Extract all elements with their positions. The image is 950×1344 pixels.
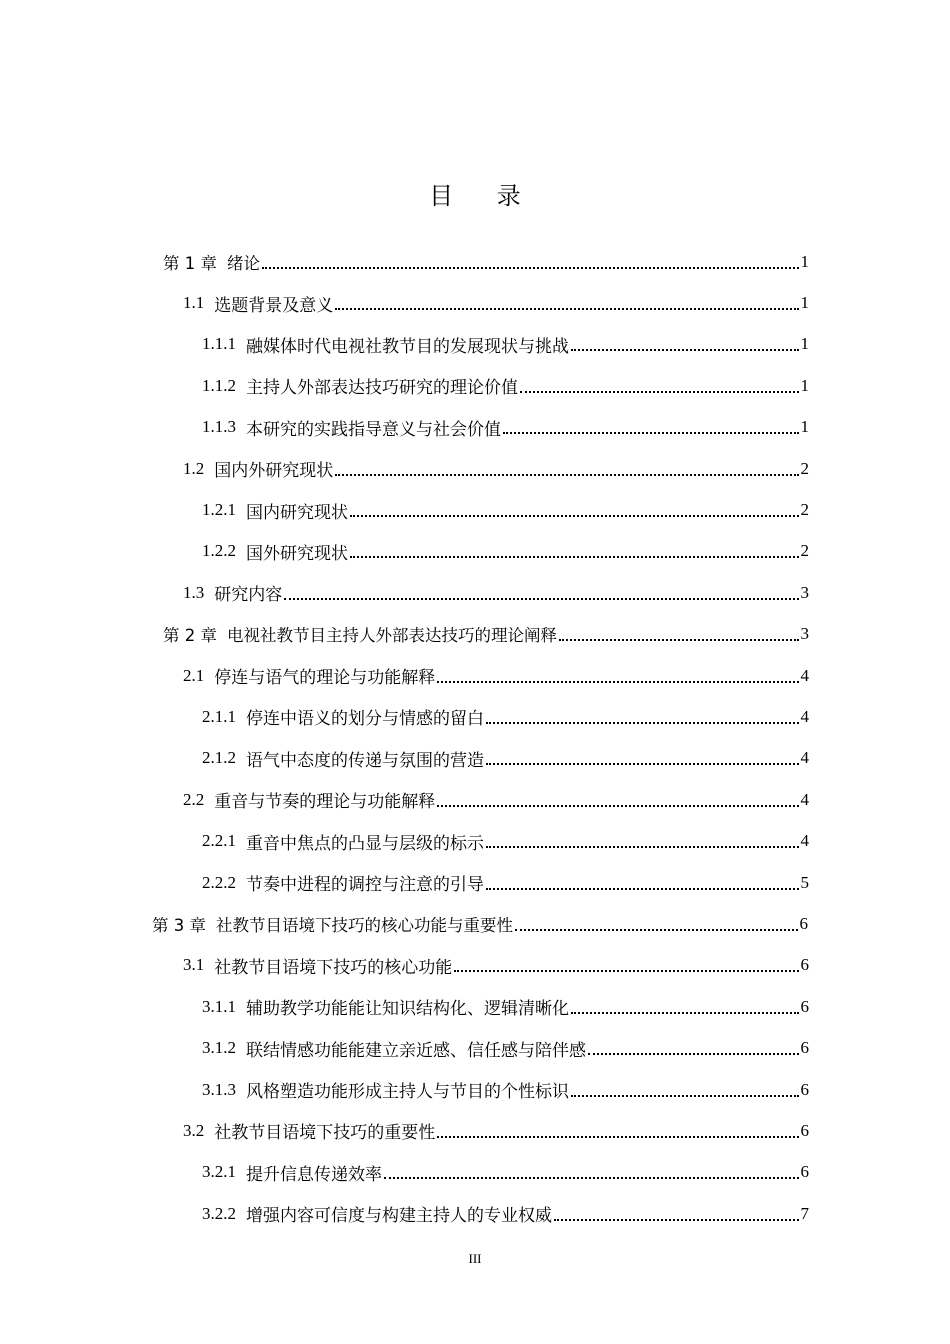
toc-subsection-entry[interactable] (0, 862, 950, 903)
toc-dot-leader (559, 621, 799, 641)
toc-entry-title: 重音与节奏的理论与功能解释 (214, 792, 436, 812)
toc-chapter-entry[interactable] (0, 903, 950, 944)
toc-entry-number: 2.1.2 (202, 748, 236, 768)
toc-dot-leader (284, 580, 798, 600)
toc-entry-title: 社教节目语境下技巧的核心功能 (214, 957, 453, 977)
toc-entry-page: 1 (800, 334, 809, 354)
toc-entry-title: 增强内容可信度与构建主持人的专业权威 (246, 1206, 552, 1226)
toc-dot-leader (486, 745, 799, 765)
toc-chapter-entry[interactable] (0, 614, 950, 655)
toc-entry-title: 主持人外部表达技巧研究的理论价值 (246, 378, 518, 398)
toc-entry-title: 重音中焦点的凸显与层级的标示 (246, 833, 484, 853)
toc-entry-page: 6 (800, 1079, 809, 1099)
toc-dot-leader (335, 290, 798, 310)
toc-entry-title: 停连与语气的理论与功能解释 (214, 668, 436, 688)
toc-subsection-entry[interactable] (0, 696, 950, 737)
toc-subsection-entry[interactable] (0, 489, 950, 530)
toc-section-entry[interactable] (0, 282, 950, 323)
toc-dot-leader (571, 1077, 799, 1097)
toc-section-entry[interactable] (0, 655, 950, 696)
toc-dot-leader (437, 787, 798, 807)
toc-entry-number: 2.1.1 (202, 706, 236, 726)
toc-entry-number: 3.2 (183, 1120, 205, 1140)
toc-dot-leader (571, 994, 799, 1014)
toc-entry-title: 节奏中进程的调控与注意的引导 (246, 875, 484, 895)
toc-entry-number: 3.1.1 (202, 996, 236, 1016)
toc-entry-title: 风格塑造功能形成主持人与节目的个性标识 (246, 1082, 569, 1101)
toc-entry-title: 绪论 (227, 253, 260, 273)
toc-dot-leader (486, 828, 799, 848)
toc-entry-title: 研究内容 (214, 585, 283, 605)
toc-dot-leader (503, 414, 799, 434)
toc-dot-leader (335, 456, 798, 476)
toc-dot-leader (454, 952, 798, 972)
toc-entry-number: 1.3 (183, 582, 205, 602)
toc-entry-number: 1.1.2 (202, 375, 236, 395)
toc-entry-number: 1.1 (183, 293, 205, 313)
toc-dot-leader (262, 249, 799, 269)
toc-entry-number: 2.1 (183, 665, 205, 685)
toc-entry-number: 第 1 章 (163, 253, 217, 273)
toc-entry-page: 1 (800, 293, 809, 313)
toc-entry-number: 2.2 (183, 789, 205, 809)
toc-subsection-entry[interactable] (0, 738, 950, 779)
toc-entry-title: 停连中语义的划分与情感的留白 (246, 709, 484, 729)
toc-entry-number: 3.2.2 (202, 1203, 236, 1223)
toc-entry-page: 1 (800, 251, 809, 271)
toc-entry-page: 7 (800, 1203, 809, 1223)
toc-entry-title: 辅助教学功能能让知识结构化、逻辑清晰化 (246, 999, 569, 1019)
toc-dot-leader (520, 373, 799, 393)
toc-entry-page: 6 (800, 1038, 809, 1058)
toc-entry-title: 联结情感功能能建立亲近感、信任感与陪伴感 (246, 1040, 586, 1060)
toc-entry-page: 3 (800, 624, 809, 644)
toc-entry-number: 1.2.2 (202, 541, 236, 561)
toc-entry-page: 6 (800, 996, 809, 1016)
toc-entry-page: 6 (800, 1162, 809, 1182)
toc-entry-number: 3.1 (183, 955, 205, 975)
toc-dot-leader (384, 1159, 799, 1179)
toc-entry-title: 提升信息传递效率 (246, 1164, 382, 1184)
page-number-footer: III (468, 1251, 482, 1266)
toc-subsection-entry[interactable] (0, 986, 950, 1027)
toc-entry-number: 3.2.1 (202, 1162, 236, 1182)
toc-section-entry[interactable] (0, 1110, 950, 1151)
toc-entry-number: 3.1.2 (202, 1038, 236, 1058)
toc-entry-page: 4 (800, 748, 809, 768)
toc-entry-title: 电视社教节目主持人外部表达技巧的理论阐释 (227, 626, 557, 646)
toc-entry-title: 国外研究现状 (246, 543, 348, 563)
toc-dot-leader (571, 331, 799, 351)
toc-section-entry[interactable] (0, 572, 950, 613)
toc-section-entry[interactable] (0, 779, 950, 820)
toc-subsection-entry[interactable] (0, 365, 950, 406)
toc-entry-page: 4 (800, 789, 809, 809)
toc-entry-title: 语气中态度的传递与氛围的营造 (246, 750, 484, 770)
toc-entry-page: 4 (800, 831, 809, 851)
toc-dot-leader (515, 911, 798, 931)
toc-entry-number: 3.1.3 (202, 1079, 236, 1099)
toc-section-entry[interactable] (0, 945, 950, 986)
toc-dot-leader (350, 497, 799, 517)
toc-entry-page: 2 (800, 458, 809, 478)
toc-subsection-entry[interactable] (0, 324, 950, 365)
toc-entry-number: 2.2.2 (202, 872, 236, 892)
toc-entry-page: 1 (800, 375, 809, 395)
toc-entry-number: 1.1.3 (202, 417, 236, 437)
toc-dot-leader (437, 663, 798, 683)
toc-dot-leader (486, 870, 799, 890)
toc-entry-page: 6 (800, 955, 809, 975)
toc-entry-title: 社教节目语境下技巧的重要性 (214, 1123, 436, 1143)
toc-entry-number: 1.2.1 (202, 500, 236, 520)
toc-entry-number: 2.2.1 (202, 831, 236, 851)
toc-title: 目 录 (429, 182, 539, 210)
toc-subsection-entry[interactable] (0, 820, 950, 861)
toc-entry-page: 2 (800, 541, 809, 561)
toc-entry-title: 国内研究现状 (246, 502, 348, 522)
toc-entry-title: 本研究的实践指导意义与社会价值 (246, 419, 501, 439)
toc-entry-number: 第 2 章 (163, 626, 217, 646)
toc-entry-number: 1.1.1 (202, 334, 236, 354)
toc-entry-page: 3 (800, 582, 809, 602)
toc-subsection-entry[interactable] (0, 1027, 950, 1068)
toc-list (0, 241, 950, 1234)
toc-subsection-entry[interactable] (0, 1069, 950, 1110)
toc-entry-page: 6 (800, 1120, 809, 1140)
toc-subsection-entry[interactable] (0, 407, 950, 448)
toc-subsection-entry[interactable] (0, 1193, 950, 1234)
toc-entry-title: 社教节目语境下技巧的核心功能与重要性 (216, 915, 513, 935)
toc-chapter-entry[interactable] (0, 241, 950, 282)
toc-subsection-entry[interactable] (0, 1152, 950, 1193)
toc-dot-leader (437, 1118, 798, 1138)
toc-entry-page: 6 (799, 913, 808, 933)
toc-dot-leader (588, 1035, 799, 1055)
toc-dot-leader (350, 538, 799, 558)
toc-entry-page: 4 (800, 665, 809, 685)
toc-entry-page: 1 (800, 417, 809, 437)
toc-subsection-entry[interactable] (0, 531, 950, 572)
toc-entry-number: 第 3 章 (152, 915, 206, 935)
toc-entry-page: 4 (800, 706, 809, 726)
toc-entry-page: 2 (800, 500, 809, 520)
toc-dot-leader (486, 704, 799, 724)
toc-dot-leader (554, 1201, 799, 1221)
toc-entry-title: 国内外研究现状 (214, 461, 334, 481)
toc-entry-number: 1.2 (183, 458, 205, 478)
toc-section-entry[interactable] (0, 448, 950, 489)
toc-entry-page: 5 (800, 872, 809, 892)
toc-entry-title: 选题背景及意义 (214, 295, 334, 315)
toc-entry-title: 融媒体时代电视社教节目的发展现状与挑战 (246, 336, 569, 356)
